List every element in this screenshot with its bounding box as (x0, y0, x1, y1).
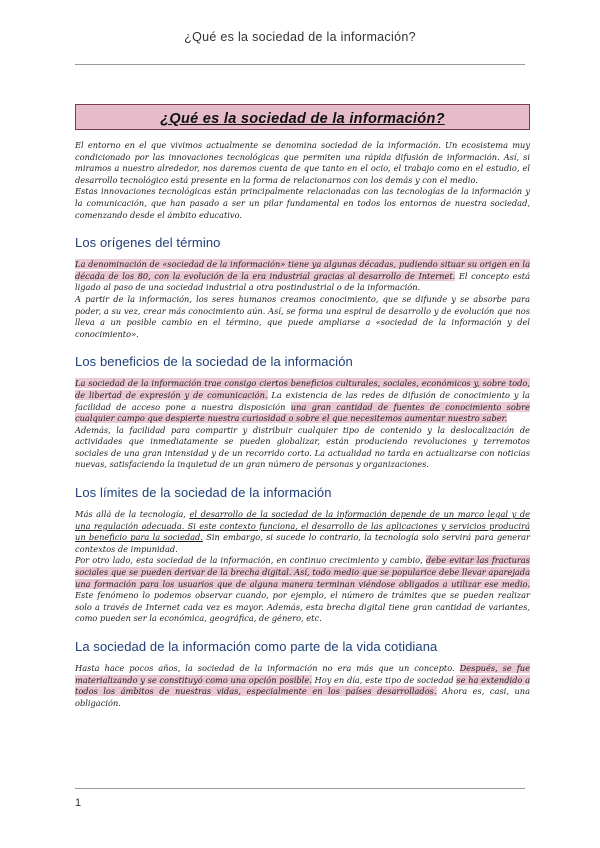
highlight: La denominación de «sociedad de la información» tiene ya algunas décadas, pudiendo situar su origen en la década de los 80, con la evolución de la era industrial gracias al desarrollo de Internet. (75, 259, 530, 281)
document-title: ¿Qué es la sociedad de la información? (160, 111, 445, 127)
benefits-paragraph-1 (75, 378, 530, 424)
text-run: Por otro lado, esta sociedad de la información, en continuo crecimiento y cambio, (75, 555, 426, 566)
highlight: Después, se fue materializando y se constituyó como una opción posible. (75, 663, 530, 685)
daily-life-paragraph-1 (75, 663, 530, 709)
benefits-paragraph-2: Además, la facilidad para compartir y distribuir cualquier tipo de contenido y la deslocalización de actividades que inmediatamente se pueden globalizar, están produciendo revoluciones y terremotos sociales de una gran intensidad y de un recorrido corto. La actualidad no tarda en actualizarse con noticias nuevas, satisfaciendo la inquietud de un gran número de personas y organizaciones. (75, 424, 530, 470)
highlight: debe evitar las fracturas sociales que se pueden derivar de la brecha digital. Así, todo medio que se popularice debe llevar aparejada una formación para los usuarios que de alguna manera terminan viéndose obligados a utilizar ese medio. (75, 555, 530, 589)
header-divider (75, 64, 525, 65)
intro-paragraph-1: El entorno en el que vivimos actualmente se denomina sociedad de la información. Un ecosistema muy condicionado por las innovaciones tecnológicas que permiten una rápida difusión de información. Así, si miramos a nuestro alrededor, nos daremos cuenta de que tanto en el ocio, el trabajo como en el estudio, el desarrollo tecnológico está presente en la forma de relacionarnos con los demás y con el medio. (75, 140, 530, 185)
text-run: Hoy en día, este tipo de sociedad (311, 674, 457, 685)
origins-paragraph-1 (75, 259, 530, 294)
document-title-box (75, 104, 530, 130)
text-run: Hasta hace pocos años, la sociedad de la información no era más que un concepto. (75, 663, 460, 673)
running-header: ¿Qué es la sociedad de la información? (184, 30, 416, 44)
limits-paragraph-1 (75, 509, 530, 555)
underlined-text: el desarrollo de la sociedad de la información depende de un marco legal y de una regulación adecuada. Si este contexto funciona, el desarrollo de las aplicaciones y servicios producirá un beneficio para la sociedad. (75, 509, 530, 543)
section-heading-origins: Los orígenes del término (75, 235, 221, 251)
section-heading-limits: Los límites de la sociedad de la información (75, 485, 332, 501)
section-heading-benefits: Los beneficios de la sociedad de la información (75, 354, 353, 370)
footer-divider (75, 788, 525, 789)
intro-paragraph-2: Estas innovaciones tecnológicas están principalmente relacionadas con las tecnologías de la información y la comunicación, que han pasado a ser un pilar fundamental en todos los entornos de nuestra sociedad, comenzando desde el ámbito educativo. (75, 186, 530, 220)
text-run: Ahora es, casi, una obligación. (75, 686, 530, 708)
text-run: Este fenómeno lo podemos observar cuando, por ejemplo, el número de trámites que se pueden realizar solo a través de Internet cada vez es mayor. Además, esta brecha digital tiene gran cantidad de variantes, como pueden ser la económica, geográfica, de género, etc. (75, 590, 530, 624)
highlight: La sociedad de la información trae consigo ciertos beneficios culturales, sociales, económicos y, sobre todo, de libertad de expresión y de comunicación. (75, 378, 530, 400)
origins-paragraph-2: A partir de la información, los seres humanos creamos conocimiento, que se difunde y se absorbe para poder, a su vez, crear más conocimiento aún. Así, se forma una espiral de desarrollo y de evolución que nos lleva a un posible cambio en el término, que puede ampliarse a «sociedad de la información y del conocimiento». (75, 293, 530, 339)
document-body (75, 104, 530, 709)
text-run: Más allá de la tecnología, (75, 509, 190, 520)
section-heading-daily-life: La sociedad de la información como parte de la vida cotidiana (75, 639, 438, 654)
highlight: se ha extendido a todos los ámbitos de nuestras vidas, especialmente en los países desarrollados. (75, 674, 530, 697)
page-number: 1 (75, 797, 82, 809)
text-run: El concepto está ligado al paso de una sociedad industrial a otra postindustrial o de la información. (75, 270, 530, 293)
limits-paragraph-2 (75, 555, 530, 625)
text-run: Sin embargo, si sucede lo contrario, la tecnología solo servirá para generar contextos de impunidad. (75, 532, 530, 554)
highlight: una gran cantidad de fuentes de conocimiento sobre cualquier campo que despierte nuestra curiosidad o sobre el que necesitemos aumentar nuestro saber. (75, 401, 530, 424)
text-run: La existencia de las redes de difusión de conocimiento y la facilidad de acceso pone a nuestra disposición (75, 389, 530, 412)
